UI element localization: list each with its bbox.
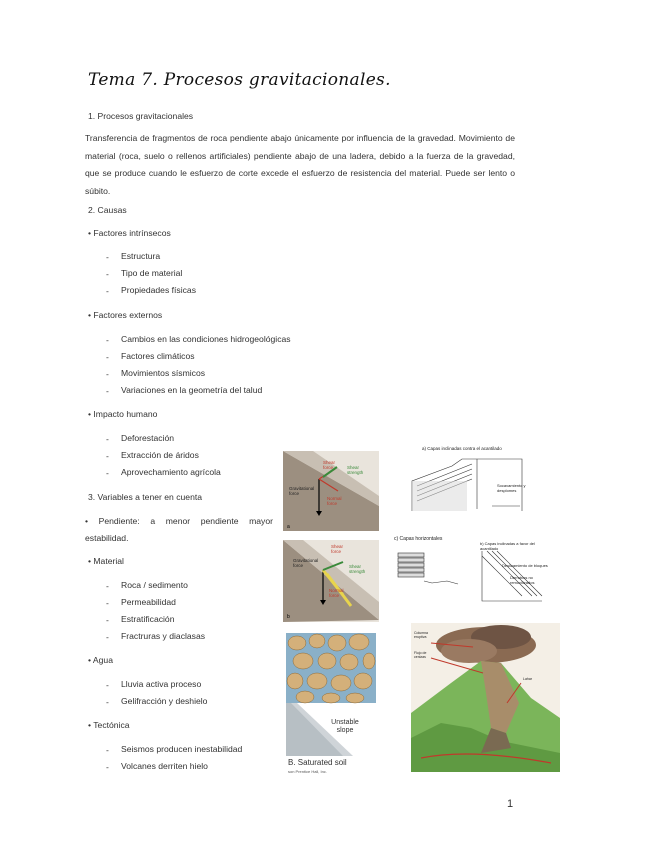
page-title: Tema 7. Procesos gravitacionales. xyxy=(88,70,391,90)
normal-force-label: Normal force xyxy=(327,496,342,506)
list-item: Extracción de áridos xyxy=(121,450,199,460)
dash-bullet: - xyxy=(106,451,109,461)
force-diagram-b xyxy=(283,540,379,622)
list-item: Estratificación xyxy=(121,614,175,624)
list-item: Factores climáticos xyxy=(121,351,195,361)
dash-bullet: - xyxy=(106,369,109,379)
unstable-slope-label: Unstable slope xyxy=(331,719,359,734)
shear-force-label: Shear force xyxy=(331,544,344,554)
dash-bullet: - xyxy=(106,615,109,625)
cliff-note: Derrubios no removilizados xyxy=(510,575,535,585)
dash-bullet: - xyxy=(106,252,109,262)
shear-force-label: Shear force xyxy=(323,460,336,470)
dash-bullet: - xyxy=(106,468,109,478)
force-diagram-a xyxy=(283,451,379,531)
list-item: Roca / sedimento xyxy=(121,580,188,590)
saturated-soil-figure xyxy=(283,631,379,777)
page-number: 1 xyxy=(507,798,514,810)
section2-heading: 2. Causas xyxy=(88,205,127,215)
list-item: Estructura xyxy=(121,251,161,261)
panel-label: a xyxy=(287,524,290,530)
dash-bullet: - xyxy=(106,434,109,444)
group-title: • Factores intrínsecos xyxy=(88,228,171,238)
figure-credit: son Prentice Hall, Inc. xyxy=(288,769,327,774)
dash-bullet: - xyxy=(106,680,109,690)
list-item: Propiedades físicas xyxy=(121,285,196,295)
dash-bullet: - xyxy=(106,386,109,396)
volcano-label: Columna eruptiva xyxy=(414,631,429,639)
dash-bullet: - xyxy=(106,762,109,772)
panel-label: b xyxy=(287,614,290,620)
group-title: • Impacto humano xyxy=(88,409,158,419)
dash-bullet: - xyxy=(106,598,109,608)
section1-paragraph: Transferencia de fragmentos de roca pendiente abajo únicamente por influencia de la gravedad. Movimiento de material (roca, suelo o rellenos artificiales) pendiente abajo de una ladera, debido a la fuerza de la gravedad, que se produce cuando le esfuerzo de corte excede el esfuerzo de resistencia del material. Puede ser lento o súbito. xyxy=(85,133,515,196)
list-item: Gelifracción y deshielo xyxy=(121,696,208,706)
shear-strength-label: Shear strength xyxy=(347,465,364,475)
group-title: • Material xyxy=(88,556,124,566)
cliff-label-a: a) Capas inclinadas contra el acantilado xyxy=(422,446,502,451)
cliff-label-b: b) Capas inclinadas a favor del acantilado xyxy=(480,541,535,551)
list-item: Tipo de material xyxy=(121,268,183,278)
list-item: Lluvia activa proceso xyxy=(121,679,202,689)
shear-strength-label: Shear strength xyxy=(349,564,366,574)
dash-bullet: - xyxy=(106,286,109,296)
volcano-label: Lahar xyxy=(523,677,532,681)
pendiente-line: • Pendiente: a menor pendiente mayor xyxy=(85,516,273,526)
pendiente-line: estabilidad. xyxy=(85,533,129,543)
group-title: • Factores externos xyxy=(88,310,163,320)
figure-caption: B. Saturated soil xyxy=(288,758,347,767)
normal-force-label: Normal force xyxy=(329,588,344,598)
dash-bullet: - xyxy=(106,269,109,279)
list-item: Fractruras y diaclasas xyxy=(121,631,206,641)
cliff-diagram xyxy=(392,441,548,613)
section1-heading: 1. Procesos gravitacionales xyxy=(88,111,194,121)
dash-bullet: - xyxy=(106,352,109,362)
list-item: Deforestación xyxy=(121,433,175,443)
dash-bullet: - xyxy=(106,632,109,642)
list-item: Permeabilidad xyxy=(121,597,176,607)
volcano-figure xyxy=(411,623,560,772)
dash-bullet: - xyxy=(106,581,109,591)
group-title: • Agua xyxy=(88,655,113,665)
group-title: • Tectónica xyxy=(88,720,130,730)
list-item: Volcanes derriten hielo xyxy=(121,761,208,771)
gravitational-force-label: Gravitational force xyxy=(289,486,315,496)
list-item: Variaciones en la geometría del talud xyxy=(121,385,263,395)
volcano-label: Flujo de cenizas xyxy=(414,651,427,659)
list-item: Cambios en las condiciones hidrogeológicas xyxy=(121,334,291,344)
gravitational-force-label: Gravitational force xyxy=(293,558,319,568)
dash-bullet: - xyxy=(106,335,109,345)
dash-bullet: - xyxy=(106,697,109,707)
cliff-note: Deslizamiento de bloques xyxy=(502,563,548,568)
list-item: Movimientos sísmicos xyxy=(121,368,206,378)
cliff-note: Socavamiento y desplomes xyxy=(497,483,526,493)
list-item: Seismos producen inestabilidad xyxy=(121,744,243,754)
section3-heading: 3. Variables a tener en cuenta xyxy=(88,492,203,502)
cliff-label-c: c) Capas horizontales xyxy=(394,536,443,542)
list-item: Aprovechamiento agrícola xyxy=(121,467,221,477)
dash-bullet: - xyxy=(106,745,109,755)
